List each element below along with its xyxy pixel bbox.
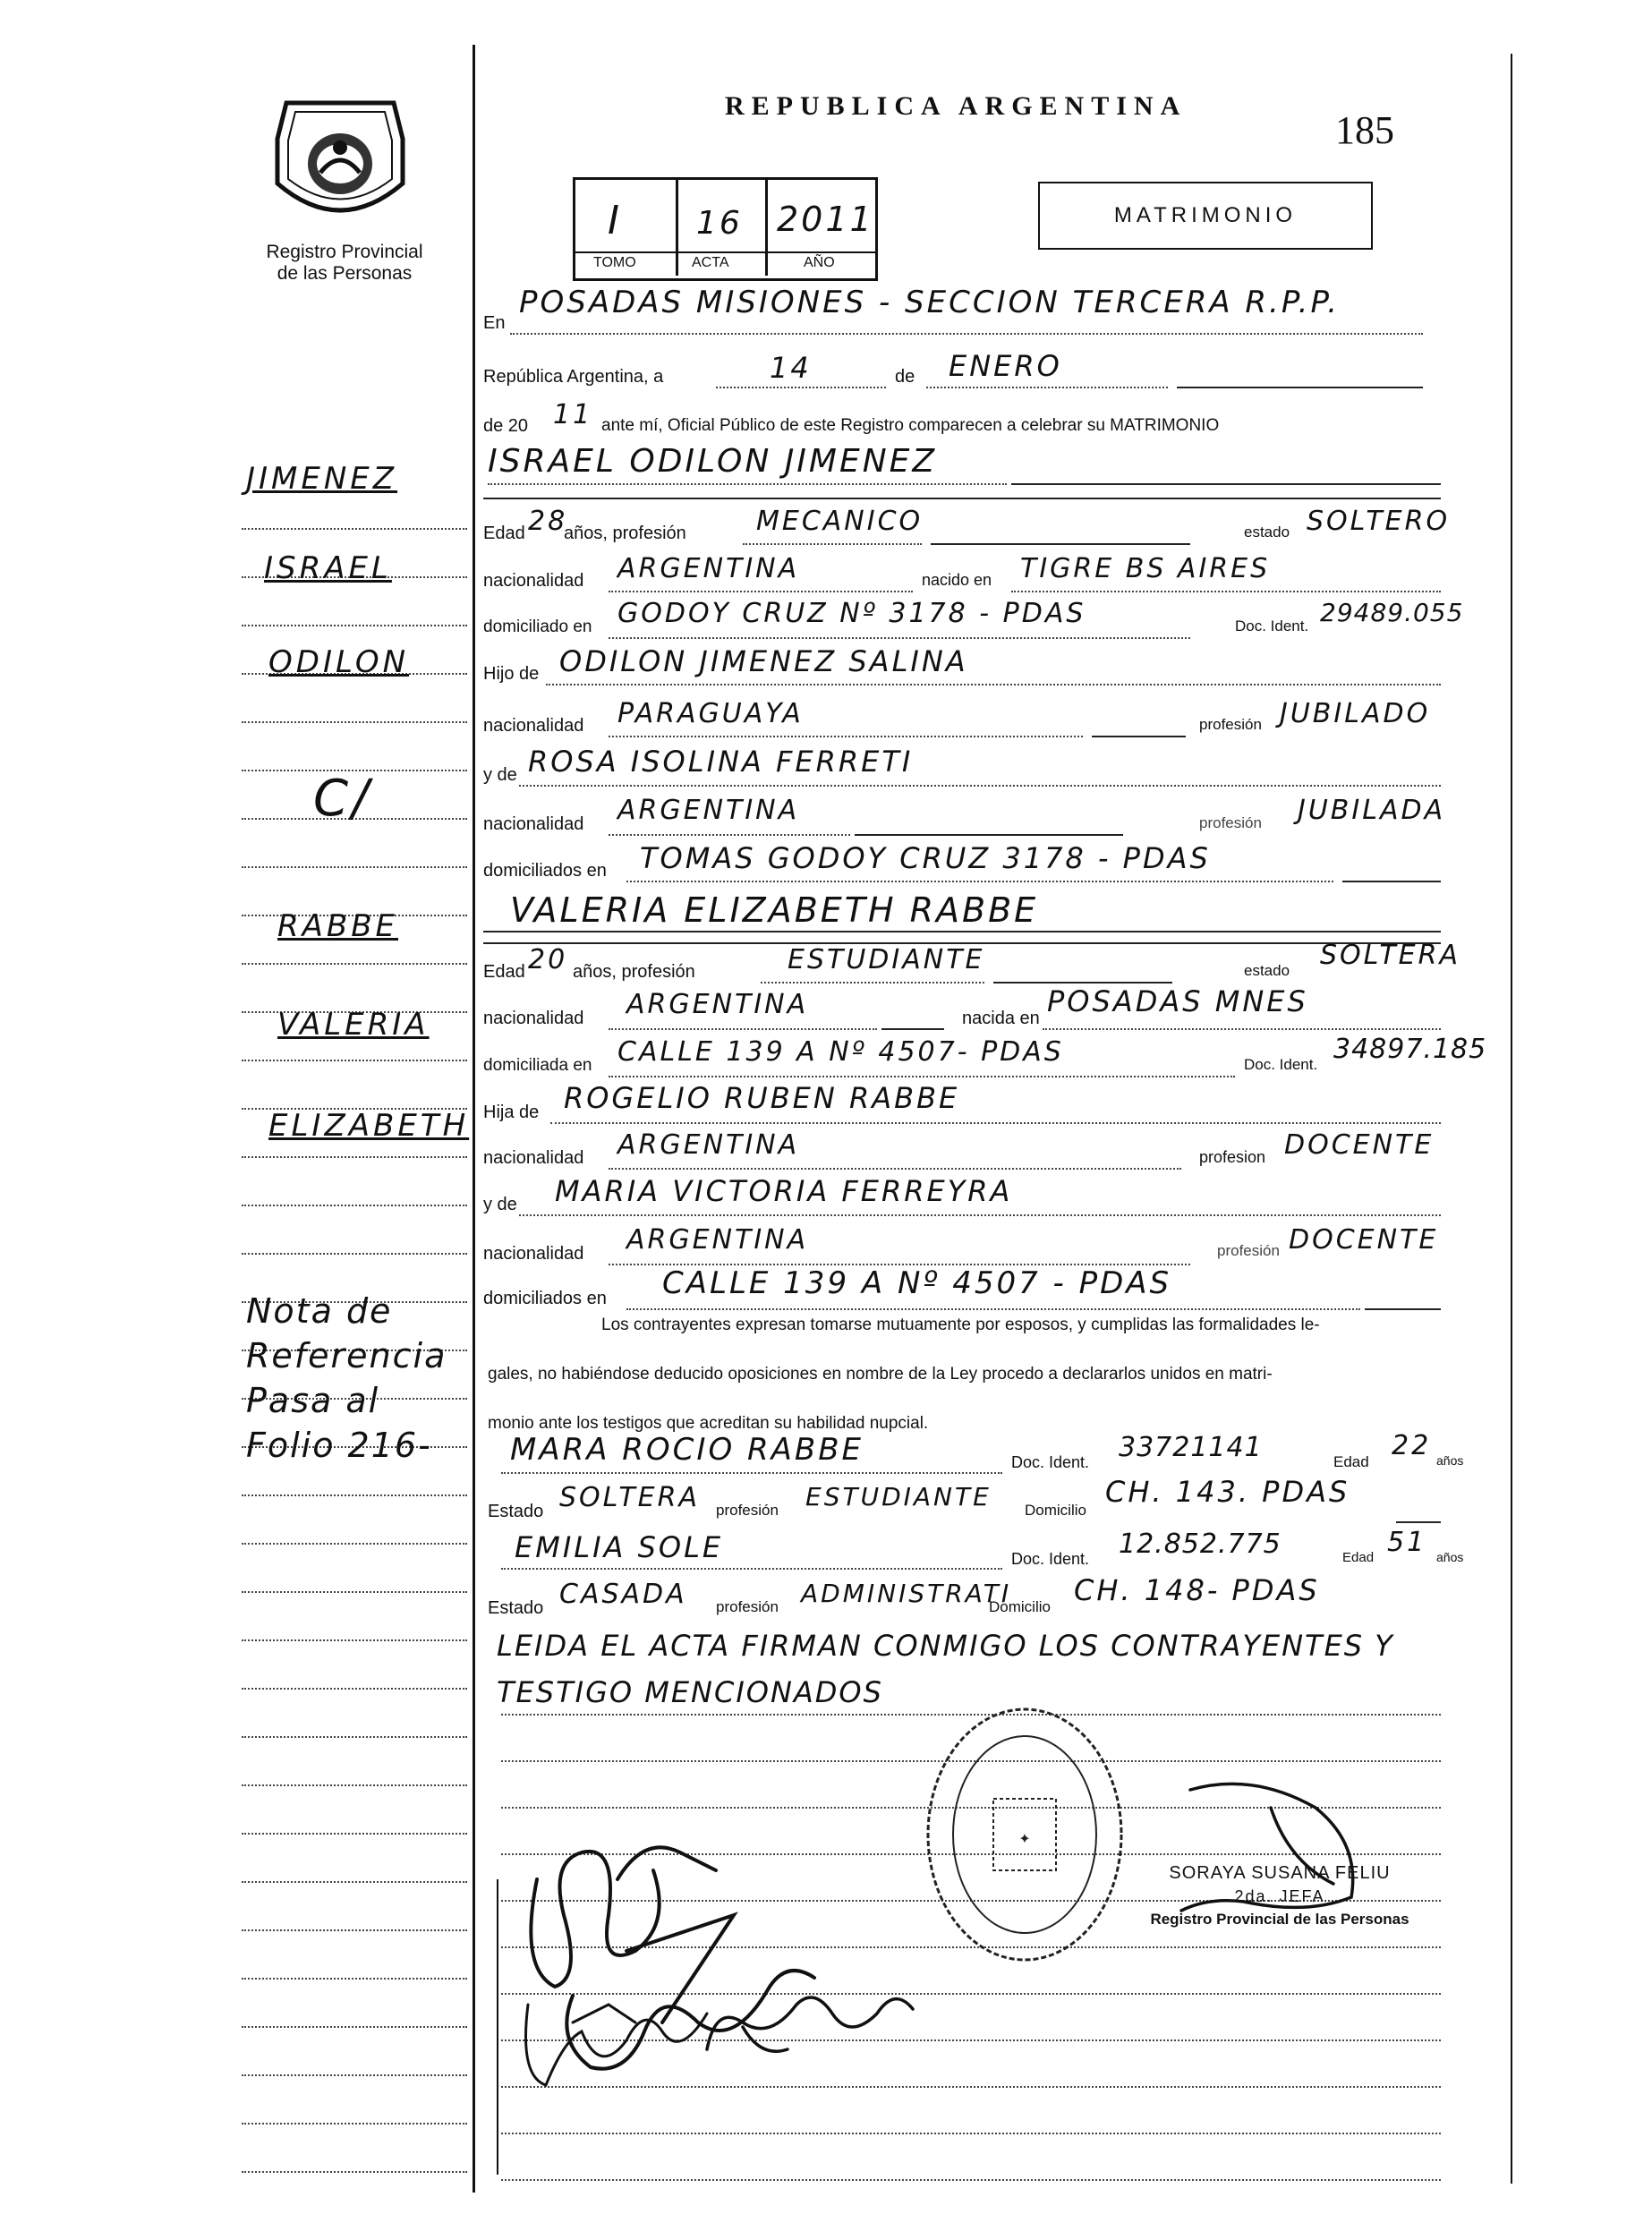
note-line2: Referencia (246, 1336, 447, 1375)
de-label: de (895, 367, 915, 387)
witness1-anos-label: años (1436, 1453, 1464, 1468)
margin-rule (242, 1639, 467, 1641)
margin-rule (242, 625, 467, 626)
tomo-label: TOMO (593, 255, 636, 270)
declaration-line3: monio ante los testigos que acreditan su habilidad nupcial. (488, 1414, 929, 1433)
acta-value: 16 (696, 205, 743, 242)
note-line1: Nota de (246, 1291, 393, 1331)
margin-rule (242, 1688, 467, 1690)
margin-bride-name1: VALERIA (277, 1007, 430, 1043)
groom-padres-dom: TOMAS GODOY CRUZ 3178 - PDAS (640, 841, 1211, 875)
margin-separator: C/ (313, 770, 372, 828)
margin-rule (242, 1205, 467, 1206)
bride-edad: 20 (528, 944, 568, 975)
margin-rule (242, 1060, 467, 1061)
groom-dom-label: domiciliado en (483, 617, 592, 636)
acta-label: ACTA (692, 255, 729, 270)
bride-padre-prof-label: profesion (1199, 1148, 1266, 1166)
bride-padre-nac: ARGENTINA (617, 1129, 800, 1161)
groom-padre-nac: PARAGUAYA (617, 698, 804, 729)
margin-rule (242, 1833, 467, 1835)
witness2-edad-label: Edad (1342, 1550, 1375, 1565)
registry-line1: Registro Provincial (266, 242, 423, 262)
official-name: SORAYA SUSANA FELIU (1169, 1863, 1391, 1883)
margin-rule (242, 1156, 467, 1158)
statement: ante mí, Oficial Público de este Registro comparecen a celebrar su MATRIMONIO (601, 416, 1220, 435)
record-type-box (1038, 182, 1373, 250)
bride-edad-label: Edad (483, 962, 525, 982)
groom-madre-nac: ARGENTINA (617, 795, 800, 826)
witness2-dom: CH. 148- PDAS (1074, 1573, 1320, 1607)
bride-nacida: POSADAS MNES (1047, 984, 1308, 1018)
groom-doc-label: Doc. Ident. (1235, 617, 1309, 634)
note-line3: Pasa al (246, 1381, 380, 1420)
groom-madre-nac-label: nacionalidad (483, 814, 584, 834)
country-title: REPUBLICA ARGENTINA (725, 91, 1188, 121)
bride-yde-label: y de (483, 1195, 517, 1214)
body-rule (501, 2179, 1441, 2181)
groom-anos-prof-label: años, profesión (564, 524, 686, 543)
year-suffix: 11 (553, 399, 593, 430)
groom-dom: GODOY CRUZ Nº 3178 - PDAS (617, 598, 1086, 629)
margin-note (246, 1289, 447, 1468)
en-label: En (483, 313, 506, 333)
provincial-seal (268, 85, 412, 228)
bride-padres-dom-label: domiciliados en (483, 1289, 607, 1308)
official-office: Registro Provincial de las Personas (1150, 1911, 1409, 1928)
folio-number: 185 (1335, 108, 1394, 152)
bride-padres-dom: CALLE 139 A Nº 4507 - PDAS (662, 1265, 1172, 1301)
bride-nacida-label: nacida en (962, 1009, 1040, 1028)
bride-madre-prof-label: profesión (1217, 1242, 1280, 1259)
bride-profesion: ESTUDIANTE (788, 944, 985, 975)
margin-rule (242, 1881, 467, 1883)
groom-estado-label: estado (1244, 524, 1290, 541)
margin-rule (242, 1494, 467, 1496)
groom-nac-label: nacionalidad (483, 571, 584, 591)
witness2-dom-label: Domicilio (989, 1598, 1051, 1615)
witness1-prof: ESTUDIANTE (805, 1482, 992, 1511)
bride-dom: CALLE 139 A Nº 4507- PDAS (617, 1036, 1064, 1068)
margin-rule (242, 1784, 467, 1786)
groom-padre-nac-label: nacionalidad (483, 716, 584, 736)
witness1-dom-label: Domicilio (1025, 1502, 1086, 1519)
bride-dom-label: domiciliada en (483, 1056, 592, 1075)
bride-madre-nac: ARGENTINA (626, 1224, 809, 1256)
record-box (573, 177, 878, 281)
groom-estado: SOLTERO (1307, 506, 1451, 537)
groom-full-name: ISRAEL ODILON JIMENEZ (488, 443, 938, 480)
year-prefix: de 20 (483, 416, 529, 436)
registry-name (246, 242, 443, 285)
margin-rule (242, 1978, 467, 1980)
bride-hija-label: Hija de (483, 1103, 540, 1122)
groom-signature (531, 1847, 814, 2068)
margin-rule (242, 1736, 467, 1738)
bride-doc-label: Doc. Ident. (1244, 1056, 1318, 1073)
republica-label: República Argentina, a (483, 367, 664, 387)
groom-profesion: MECANICO (756, 506, 924, 537)
bride-madre: MARIA VICTORIA FERREYRA (555, 1174, 1013, 1208)
margin-groom-surname: JIMENEZ (246, 461, 398, 497)
witness2-name: EMILIA SOLE (515, 1530, 724, 1564)
witness1-edad-label: Edad (1333, 1453, 1369, 1470)
margin-groom-name2: ODILON (268, 644, 410, 680)
margin-rule (242, 528, 467, 530)
groom-yde-label: y de (483, 765, 517, 785)
groom-hijo-label: Hijo de (483, 664, 540, 684)
day: 14 (770, 351, 812, 385)
margin-rule (242, 2123, 467, 2125)
witness2-prof: ADMINISTRATI (801, 1579, 1012, 1608)
margin-bride-name2: ELIZABETH (268, 1108, 470, 1144)
margin-rule (242, 2171, 467, 2173)
margin-rule (242, 2026, 467, 2028)
witness2-doc: 12.852.775 (1119, 1529, 1282, 1560)
official-stamp (922, 1700, 1128, 1969)
bride-anos-prof-label: años, profesión (573, 962, 695, 982)
groom-nac: ARGENTINA (617, 553, 800, 584)
margin-rule (242, 1253, 467, 1255)
bride-madre-nac-label: nacionalidad (483, 1244, 584, 1264)
place: POSADAS MISIONES - SECCION TERCERA R.P.P. (519, 285, 1341, 320)
declaration-line2: gales, no habiéndose deducido oposiciones en nombre de la Ley procedo a declararlos unidos en matri- (488, 1365, 1273, 1384)
closing-line2: TESTIGO MENCIONADOS (497, 1675, 883, 1709)
margin-rule (242, 1929, 467, 1931)
bride-padre-prof: DOCENTE (1284, 1129, 1435, 1161)
groom-nacido-label: nacido en (922, 571, 992, 589)
groom-padre-prof-label: profesión (1199, 716, 1262, 733)
witness2-doc-label: Doc. Ident. (1011, 1550, 1090, 1568)
official-block (1119, 1861, 1441, 1931)
ano-label: AÑO (804, 255, 835, 270)
groom-padres-dom-label: domiciliados en (483, 861, 607, 881)
declaration-line1: Los contrayentes expresan tomarse mutuamente por esposos, y cumplidas las formalidades le- (601, 1316, 1320, 1334)
official-title: 2da. JEFA (1234, 1887, 1325, 1905)
bride-signature (526, 2005, 708, 2085)
bride-padre: ROGELIO RUBEN RABBE (564, 1081, 960, 1115)
bride-padre-nac-label: nacionalidad (483, 1148, 584, 1168)
witness1-doc: 33721141 (1119, 1432, 1263, 1463)
bride-madre-prof: DOCENTE (1289, 1224, 1439, 1256)
record-type: MATRIMONIO (1113, 203, 1298, 227)
seal-icon (268, 85, 412, 228)
registry-line2: de las Personas (277, 263, 413, 284)
margin-groom-name1: ISRAEL (264, 550, 392, 586)
groom-padre: ODILON JIMENEZ SALINA (559, 644, 968, 678)
bride-nac: ARGENTINA (626, 989, 809, 1020)
groom-madre-prof-label: profesión (1199, 814, 1262, 831)
note-line4: Folio 216- (246, 1426, 432, 1465)
witness1-doc-label: Doc. Ident. (1011, 1453, 1090, 1471)
witness1-dom: CH. 143. PDAS (1105, 1475, 1350, 1509)
groom-padre-prof: JUBILADO (1280, 698, 1431, 729)
witness2-prof-label: profesión (716, 1598, 779, 1615)
groom-doc: 29489.055 (1320, 598, 1464, 627)
month: ENERO (949, 349, 1062, 383)
margin-rule (242, 963, 467, 965)
groom-edad-label: Edad (483, 524, 525, 543)
groom-edad: 28 (528, 506, 568, 537)
witness2-anos-label: años (1436, 1550, 1464, 1564)
bride-estado: SOLTERA (1320, 940, 1460, 971)
ano-value: 2011 (777, 200, 874, 239)
groom-madre-prof: JUBILADA (1298, 795, 1446, 826)
margin-rule (242, 1543, 467, 1545)
bride-nac-label: nacionalidad (483, 1009, 584, 1028)
witness1-edad: 22 (1392, 1430, 1432, 1461)
witness1-name: MARA ROCIO RABBE (510, 1432, 864, 1468)
closing-line1: LEIDA EL ACTA FIRMAN CONMIGO LOS CONTRAYENTES Y (497, 1629, 1394, 1663)
witness1-prof-label: profesión (716, 1502, 779, 1519)
witness2-edad: 51 (1387, 1527, 1427, 1558)
witness1-estado-label: Estado (488, 1502, 544, 1521)
groom-nacido: TIGRE BS AIRES (1020, 553, 1271, 584)
groom-madre: ROSA ISOLINA FERRETI (528, 745, 914, 779)
margin-rule (242, 1591, 467, 1593)
margin-rule (242, 2074, 467, 2076)
margin-bride-surname: RABBE (277, 908, 399, 944)
witness2-estado: CASADA (559, 1579, 687, 1610)
bride-full-name: VALERIA ELIZABETH RABBE (510, 890, 1039, 930)
witness2-estado-label: Estado (488, 1598, 544, 1618)
bride-estado-label: estado (1244, 962, 1290, 979)
witness1-estado: SOLTERA (559, 1482, 700, 1513)
body-rule (501, 2133, 1441, 2134)
stamp-icon (922, 1700, 1128, 1969)
bride-doc: 34897.185 (1333, 1034, 1487, 1065)
margin-rule (242, 721, 467, 723)
margin-rule (242, 866, 467, 868)
svg-text:✦: ✦ (1018, 1832, 1031, 1847)
tomo-value: I (608, 198, 622, 243)
